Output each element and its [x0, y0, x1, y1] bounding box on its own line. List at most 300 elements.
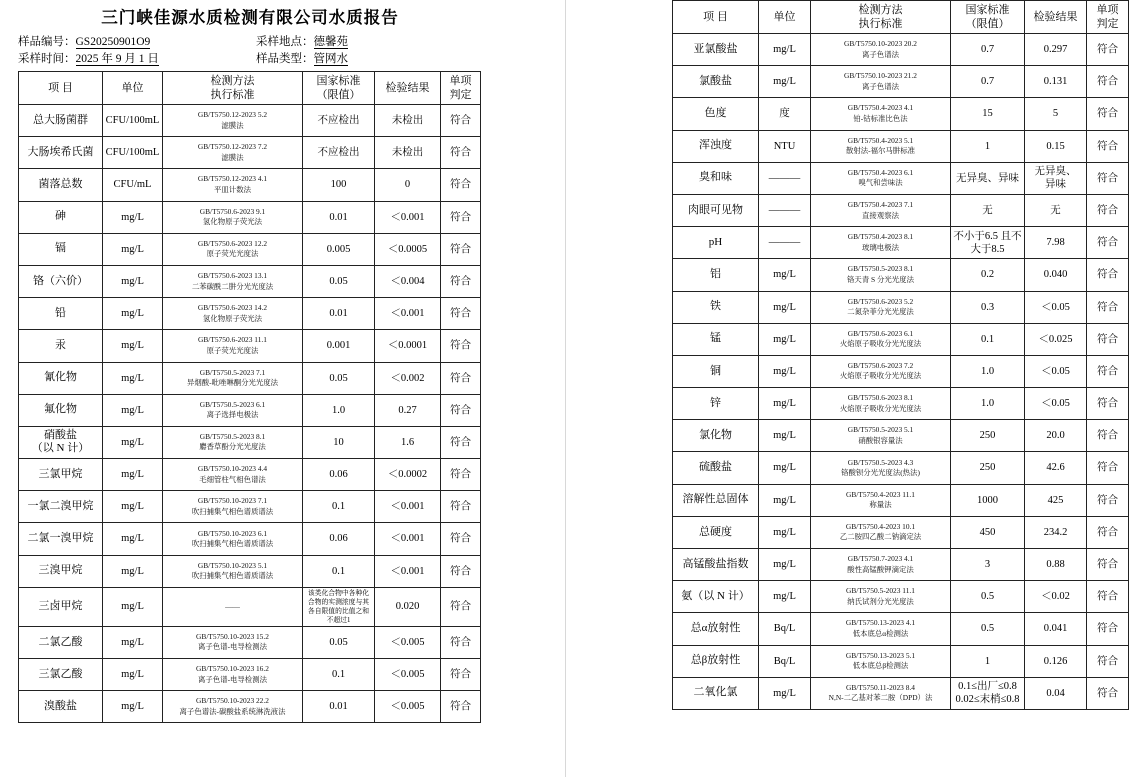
sample-no-value: GS20250901O9 — [75, 36, 151, 48]
cell-result: ＜0.0002 — [375, 459, 441, 491]
cell-judge: 符合 — [441, 394, 481, 426]
cell-standard: 1 — [951, 130, 1025, 162]
cell-result: 0.27 — [375, 394, 441, 426]
cell-item: 氰化物 — [19, 362, 103, 394]
cell-item: 氯化物 — [673, 420, 759, 452]
table-row — [673, 130, 1129, 162]
method-line-1: GB/T5750.12-2023 4.1 — [197, 174, 268, 184]
cell-standard: 0.005 — [303, 233, 375, 265]
method-line-2: 离子选择电极法 — [206, 410, 259, 420]
method-line-2: 氢化物原子荧光法 — [202, 217, 263, 227]
method-line-1: GB/T5750.11-2023 8.4 — [846, 682, 915, 692]
method-line-1: GB/T5750.6-2023 7.2 — [847, 360, 914, 370]
method-line-1: GB/T5750.10-2023 5.1 — [197, 560, 268, 570]
cell-method — [163, 105, 303, 137]
cell-method — [163, 691, 303, 723]
cell-standard: 0.1 — [951, 323, 1025, 355]
cell-judge: 符合 — [441, 459, 481, 491]
cell-result: 0.04 — [1025, 677, 1087, 709]
cell-judge: 符合 — [441, 426, 481, 458]
cell-result: 0.131 — [1025, 66, 1087, 98]
cell-method — [811, 484, 951, 516]
table-row — [19, 201, 481, 233]
cell-standard: 0.05 — [303, 265, 375, 297]
cell-unit: mg/L — [103, 298, 163, 330]
method-line-2: 滤膜法 — [221, 152, 244, 162]
method-line-2: 氢化物原子荧光法 — [202, 313, 263, 323]
cell-result: 7.98 — [1025, 227, 1087, 259]
cell-unit: CFU/100mL — [103, 105, 163, 137]
table-row — [19, 362, 481, 394]
table-row — [673, 98, 1129, 130]
method-line-2: 火焰原子吸收分光光度法 — [839, 403, 922, 413]
method-line-2: 吹扫捕集气相色谱质谱法 — [191, 506, 274, 516]
cell-method — [163, 555, 303, 587]
table-row — [673, 420, 1129, 452]
cell-judge: 符合 — [1087, 194, 1129, 226]
cell-unit: Bq/L — [759, 613, 811, 645]
cell-standard: 0.7 — [951, 66, 1025, 98]
cell-result: 5 — [1025, 98, 1087, 130]
cell-method — [811, 516, 951, 548]
method-line-1: GB/T5750.5-2023 8.1 — [199, 431, 266, 441]
cell-item: 铜 — [673, 355, 759, 387]
cell-item: 硫酸盐 — [673, 452, 759, 484]
cell-unit: mg/L — [103, 459, 163, 491]
cell-standard: 0.1 — [303, 491, 375, 523]
method-line-1: GB/T5750.10-2023 20.2 — [844, 39, 917, 49]
cell-unit: mg/L — [103, 394, 163, 426]
table-row — [19, 555, 481, 587]
header-result: 检验结果 — [375, 72, 441, 105]
cell-item: 铁 — [673, 291, 759, 323]
cell-result: ＜0.004 — [375, 265, 441, 297]
cell-standard: 不应检出 — [303, 105, 375, 137]
cell-result: ＜0.005 — [375, 626, 441, 658]
method-line-1: GB/T5750.5-2023 4.3 — [847, 457, 914, 467]
cell-item: 铅 — [19, 298, 103, 330]
method-line-1: GB/T5750.10-2023 16.2 — [196, 664, 269, 674]
cell-method — [811, 323, 951, 355]
method-line-2: 嗅气和尝味法 — [858, 178, 903, 188]
cell-method — [811, 613, 951, 645]
cell-method — [163, 491, 303, 523]
cell-result: 0.15 — [1025, 130, 1087, 162]
table-row — [673, 291, 1129, 323]
cell-result: ＜0.001 — [375, 491, 441, 523]
table-row — [673, 516, 1129, 548]
cell-standard: 0.7 — [951, 34, 1025, 66]
cell-item: 砷 — [19, 201, 103, 233]
cell-method — [163, 459, 303, 491]
cell-judge: 符合 — [441, 362, 481, 394]
header-standard: 国家标准 （限值） — [951, 1, 1025, 34]
cell-item: 一氯二溴甲烷 — [19, 491, 103, 523]
cell-judge: 符合 — [1087, 645, 1129, 677]
cell-item: 二氧化氯 — [673, 677, 759, 709]
cell-method — [811, 581, 951, 613]
cell-result: 0.040 — [1025, 259, 1087, 291]
cell-unit: CFU/mL — [103, 169, 163, 201]
cell-judge: 符合 — [441, 587, 481, 626]
cell-judge: 符合 — [441, 201, 481, 233]
cell-unit: mg/L — [759, 581, 811, 613]
cell-judge: 符合 — [441, 523, 481, 555]
cell-item: 三氯甲烷 — [19, 459, 103, 491]
method-line-1: GB/T5750.6-2023 13.1 — [197, 271, 268, 281]
header-result: 检验结果 — [1025, 1, 1087, 34]
cell-judge: 符合 — [441, 330, 481, 362]
cell-judge: 符合 — [1087, 452, 1129, 484]
cell-standard: 0.05 — [303, 626, 375, 658]
cell-unit: CFU/100mL — [103, 137, 163, 169]
cell-judge: 符合 — [441, 691, 481, 723]
cell-judge: 符合 — [441, 105, 481, 137]
cell-standard: 3 — [951, 549, 1025, 581]
table-row — [673, 549, 1129, 581]
cell-judge: 符合 — [1087, 162, 1129, 194]
table-row — [673, 645, 1129, 677]
cell-unit: mg/L — [103, 265, 163, 297]
cell-item: 色度 — [673, 98, 759, 130]
method-line-1: GB/T5750.4-2023 6.1 — [847, 167, 914, 177]
cell-judge: 符合 — [441, 265, 481, 297]
sample-no-label: 样品编号： — [18, 36, 76, 48]
header-method: 检测方法 执行标准 — [811, 1, 951, 34]
cell-unit: mg/L — [103, 587, 163, 626]
header-unit: 单位 — [759, 1, 811, 34]
method-line-2: 二氮杂菲分光光度法 — [847, 307, 914, 317]
cell-result: 0.041 — [1025, 613, 1087, 645]
cell-method — [811, 677, 951, 709]
cell-judge: 符合 — [1087, 355, 1129, 387]
cell-method — [811, 452, 951, 484]
cell-unit: Bq/L — [759, 645, 811, 677]
sample-meta — [0, 34, 500, 71]
method-line-1: GB/T5750.5-2023 6.1 — [199, 399, 266, 409]
sample-type-label: 样品类型： — [256, 53, 314, 65]
table-row — [673, 452, 1129, 484]
method-line-2: 散射法-福尔马肼标准 — [846, 146, 915, 156]
cell-unit: mg/L — [759, 677, 811, 709]
page-divider — [565, 0, 566, 777]
header-item: 项 目 — [673, 1, 759, 34]
cell-result: 未检出 — [375, 137, 441, 169]
method-line-1: GB/T5750.10-2023 6.1 — [197, 528, 268, 538]
method-line-1: GB/T5750.5-2023 8.1 — [847, 264, 914, 274]
method-line-1: GB/T5750.5-2023 5.1 — [847, 425, 914, 435]
cell-method — [163, 523, 303, 555]
method-line-1: GB/T5750.7-2023 4.1 — [847, 554, 914, 564]
method-line-1: GB/T5750.6-2023 6.1 — [847, 328, 914, 338]
table-row — [19, 394, 481, 426]
cell-judge: 符合 — [441, 298, 481, 330]
method-line-1: GB/T5750.12-2023 7.2 — [197, 142, 268, 152]
cell-standard: 不小于6.5 且不大于8.5 — [951, 227, 1025, 259]
table-row — [673, 227, 1129, 259]
table-row — [19, 105, 481, 137]
method-line-2: 麝香草酚分光光度法 — [199, 442, 266, 452]
cell-unit: mg/L — [103, 330, 163, 362]
cell-judge: 符合 — [1087, 549, 1129, 581]
table-row — [673, 581, 1129, 613]
cell-unit: 度 — [759, 98, 811, 130]
cell-unit: mg/L — [103, 491, 163, 523]
table-row — [19, 298, 481, 330]
method-line-1: GB/T5750.10-2023 7.1 — [197, 496, 268, 506]
cell-standard: 0.1≤出厂≤0.8 0.02≤末梢≤0.8 — [951, 677, 1025, 709]
cell-standard: 15 — [951, 98, 1025, 130]
cell-item: 大肠埃希氏菌 — [19, 137, 103, 169]
cell-method — [811, 549, 951, 581]
cell-item: 汞 — [19, 330, 103, 362]
cell-item: 溶解性总固体 — [673, 484, 759, 516]
table-row — [673, 323, 1129, 355]
cell-item: 三卤甲烷 — [19, 587, 103, 626]
cell-judge: 符合 — [441, 233, 481, 265]
right-page — [660, 0, 1136, 777]
cell-method — [163, 587, 303, 626]
cell-unit: mg/L — [103, 659, 163, 691]
cell-item: 臭和味 — [673, 162, 759, 194]
cell-method — [811, 227, 951, 259]
cell-judge: 符合 — [1087, 227, 1129, 259]
table-row — [19, 169, 481, 201]
cell-unit: mg/L — [103, 362, 163, 394]
method-line-2: 称量法 — [869, 500, 892, 510]
cell-method — [163, 169, 303, 201]
cell-judge: 符合 — [441, 169, 481, 201]
method-line-2: 吹扫捕集气相色谱质谱法 — [191, 571, 274, 581]
method-line-2: 离子色谱法 — [862, 49, 899, 59]
cell-result: ＜0.05 — [1025, 388, 1087, 420]
cell-standard: 无异臭、异味 — [951, 162, 1025, 194]
method-line-2: 吹扫捕集气相色谱质谱法 — [191, 539, 274, 549]
method-line-2: 火焰原子吸收分光光度法 — [839, 371, 922, 381]
cell-standard: 0.01 — [303, 691, 375, 723]
cell-item: 总大肠菌群 — [19, 105, 103, 137]
cell-result: 0.297 — [1025, 34, 1087, 66]
cell-method — [811, 162, 951, 194]
cell-item: 锰 — [673, 323, 759, 355]
cell-result: 1.6 — [375, 426, 441, 458]
table-row — [19, 459, 481, 491]
cell-standard: 1.0 — [303, 394, 375, 426]
cell-result: 0.126 — [1025, 645, 1087, 677]
method-line-2: 铂-钴标准比色法 — [853, 113, 908, 123]
cell-unit: mg/L — [759, 66, 811, 98]
header-unit: 单位 — [103, 72, 163, 105]
table-row — [673, 259, 1129, 291]
cell-unit: mg/L — [103, 233, 163, 265]
sample-type — [256, 51, 486, 68]
cell-unit: mg/L — [759, 452, 811, 484]
cell-item: 氟化物 — [19, 394, 103, 426]
table-row — [19, 691, 481, 723]
cell-item: 氨（以 N 计） — [673, 581, 759, 613]
table-row — [673, 162, 1129, 194]
method-line-2: 火焰原子吸收分光光度法 — [839, 339, 922, 349]
cell-standard: 0.1 — [303, 659, 375, 691]
cell-judge: 符合 — [1087, 420, 1129, 452]
method-line-2: 原子荧光光度法 — [206, 345, 259, 355]
cell-standard: 250 — [951, 420, 1025, 452]
method-line-2: 滤膜法 — [221, 120, 244, 130]
cell-standard: 1.0 — [951, 388, 1025, 420]
cell-result: 425 — [1025, 484, 1087, 516]
cell-unit: ——— — [759, 194, 811, 226]
table-row — [673, 194, 1129, 226]
method-line-1: GB/T5750.4-2023 11.1 — [846, 489, 915, 499]
cell-method — [811, 130, 951, 162]
cell-item: 菌落总数 — [19, 169, 103, 201]
method-line-1: GB/T5750.13-2023 4.1 — [845, 618, 916, 628]
table-header-row — [673, 1, 1129, 34]
cell-judge: 符合 — [441, 659, 481, 691]
method-line-1: GB/T5750.4-2023 10.1 — [845, 521, 916, 531]
cell-method — [811, 259, 951, 291]
cell-unit: mg/L — [759, 420, 811, 452]
cell-result: 无异臭、 异味 — [1025, 162, 1087, 194]
cell-standard: 不应检出 — [303, 137, 375, 169]
method-line-1: GB/T5750.6-2023 12.2 — [197, 238, 268, 248]
cell-unit: ——— — [759, 227, 811, 259]
cell-item: 三溴甲烷 — [19, 555, 103, 587]
cell-method — [811, 194, 951, 226]
method-line-1: GB/T5750.13-2023 5.1 — [845, 650, 916, 660]
cell-item: 镉 — [19, 233, 103, 265]
method-line-1: GB/T5750.4-2023 8.1 — [847, 232, 914, 242]
cell-judge: 符合 — [1087, 291, 1129, 323]
cell-unit: mg/L — [759, 355, 811, 387]
method-line-1: GB/T5750.6-2023 9.1 — [199, 206, 266, 216]
cell-item: 溴酸盐 — [19, 691, 103, 723]
cell-result: ＜0.025 — [1025, 323, 1087, 355]
cell-judge: 符合 — [441, 491, 481, 523]
cell-judge: 符合 — [1087, 34, 1129, 66]
cell-standard: 10 — [303, 426, 375, 458]
cell-method — [163, 394, 303, 426]
cell-judge: 符合 — [1087, 484, 1129, 516]
cell-standard: 0.01 — [303, 201, 375, 233]
cell-result: ＜0.02 — [1025, 581, 1087, 613]
right-table-body — [673, 1, 1129, 710]
cell-item: 高锰酸盐指数 — [673, 549, 759, 581]
method-line-2: 离子色谱法-碳酸盐系统淋洗液法 — [179, 706, 286, 716]
cell-method — [811, 98, 951, 130]
method-line-2: 异烟酸-吡唑啉酮分光光度法 — [186, 378, 279, 388]
table-row — [19, 523, 481, 555]
method-line-2: 离子色谱-电导检测法 — [198, 674, 267, 684]
cell-method — [811, 34, 951, 66]
cell-unit: mg/L — [759, 291, 811, 323]
cell-unit: mg/L — [103, 626, 163, 658]
cell-unit: mg/L — [759, 516, 811, 548]
method-line-2: 铬酸钡分光光度法(热法) — [841, 468, 920, 478]
page-title: 三门峡佳源水质检测有限公司水质报告 — [101, 8, 399, 27]
method-line-1: GB/T5750.5-2023 7.1 — [199, 367, 266, 377]
cell-result: ＜0.0001 — [375, 330, 441, 362]
cell-standard: 0.5 — [951, 613, 1025, 645]
cell-result: 0.88 — [1025, 549, 1087, 581]
cell-judge: 符合 — [1087, 323, 1129, 355]
cell-standard: 0.001 — [303, 330, 375, 362]
cell-unit: mg/L — [759, 388, 811, 420]
cell-result: ＜0.05 — [1025, 355, 1087, 387]
cell-result: ＜0.001 — [375, 523, 441, 555]
cell-standard: 100 — [303, 169, 375, 201]
sample-place — [256, 34, 486, 51]
method-line-2: 离子色谱法 — [862, 81, 899, 91]
cell-unit: mg/L — [759, 259, 811, 291]
cell-judge: 符合 — [1087, 581, 1129, 613]
sample-place-value: 德馨苑 — [313, 36, 348, 48]
cell-method — [811, 66, 951, 98]
sample-time-label: 采样时间： — [18, 53, 76, 65]
cell-result: 0.020 — [375, 587, 441, 626]
cell-unit: mg/L — [759, 34, 811, 66]
sample-type-value: 管网水 — [313, 53, 348, 65]
left-table-body — [19, 72, 481, 723]
cell-result: ＜0.005 — [375, 691, 441, 723]
cell-result: 0 — [375, 169, 441, 201]
table-row — [673, 388, 1129, 420]
cell-item: 肉眼可见物 — [673, 194, 759, 226]
cell-result: ＜0.002 — [375, 362, 441, 394]
method-line-2: 毛细管柱气相色谱法 — [199, 474, 266, 484]
cell-judge: 符合 — [441, 555, 481, 587]
cell-method — [811, 388, 951, 420]
cell-unit: mg/L — [103, 555, 163, 587]
table-row — [19, 233, 481, 265]
cell-unit: mg/L — [103, 523, 163, 555]
cell-item: 硝酸盐 （以 N 计） — [19, 426, 103, 458]
cell-item: pH — [673, 227, 759, 259]
method-line-2: 玻璃电极法 — [862, 242, 899, 252]
method-line-2: 铬天青 S 分光光度法 — [847, 274, 914, 284]
cell-item: 总β放射性 — [673, 645, 759, 677]
cell-standard: 1000 — [951, 484, 1025, 516]
sample-time-value: 2025 年 9 月 1 日 — [75, 53, 159, 65]
table-row — [19, 491, 481, 523]
method-line-2: 原子荧光光度法 — [206, 249, 259, 259]
cell-method — [163, 659, 303, 691]
cell-judge: 符合 — [1087, 130, 1129, 162]
cell-standard: 450 — [951, 516, 1025, 548]
left-results-table — [18, 71, 481, 723]
cell-result: 无 — [1025, 194, 1087, 226]
cell-result: ＜0.001 — [375, 555, 441, 587]
cell-judge: 符合 — [1087, 388, 1129, 420]
cell-method — [811, 291, 951, 323]
header-judge: 单项 判定 — [1087, 1, 1129, 34]
method-line-1: GB/T5750.6-2023 5.2 — [847, 296, 914, 306]
table-row — [673, 677, 1129, 709]
right-results-table — [672, 0, 1129, 710]
method-line-2: 平皿计数法 — [214, 184, 251, 194]
cell-standard: 0.06 — [303, 523, 375, 555]
method-line-1: GB/T5750.10-2023 21.2 — [844, 71, 917, 81]
cell-method — [163, 233, 303, 265]
table-row — [673, 66, 1129, 98]
left-page — [0, 0, 500, 777]
method-line-2: 纳氏试剂分光光度法 — [847, 596, 914, 606]
meta-row-1 — [18, 34, 486, 51]
cell-method — [163, 426, 303, 458]
method-line-2: 低本底总α检测法 — [852, 628, 909, 638]
cell-judge: 符合 — [1087, 613, 1129, 645]
method-line-2: 直接观察法 — [862, 210, 899, 220]
